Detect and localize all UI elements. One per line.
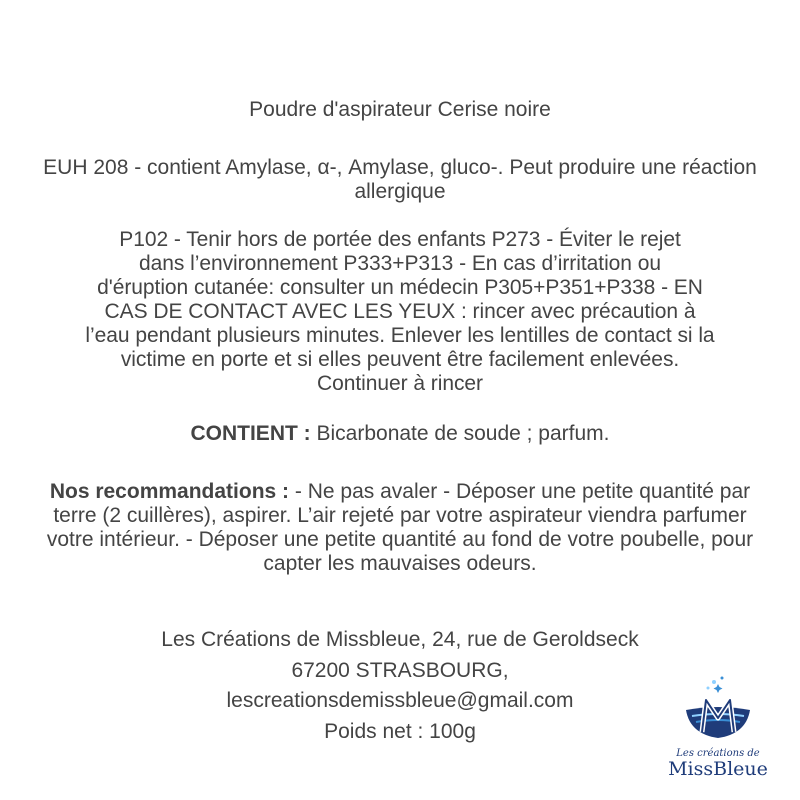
recommendations (30, 480, 770, 576)
precaution-line: dans l’environnement P333+P313 - En cas d’irritation ou (139, 252, 661, 275)
email-address: lescreationsdemissbleue@gmail.com (226, 689, 574, 712)
precaution-line: d'éruption cutanée: consulter un médecin P305+P351+P338 - EN (97, 276, 703, 299)
precaution-line: P102 - Tenir hors de portée des enfants P273 - Éviter le rejet (119, 228, 681, 251)
precaution-line: Continuer à rincer (316, 372, 483, 395)
recommendations-text: - Ne pas avaler - Déposer une petite quantité par terre (2 cuillères), aspirer. L’air rejeté par votre aspirateur viendra parfumer votre intérieur. - Déposer une petite quantité au fond de votre poubelle, pour capter les mauvaises odeurs. (46, 480, 754, 575)
missbleue-logo-icon (656, 672, 780, 780)
ingredients-heading: CONTIENT : (190, 422, 311, 445)
ingredients-text: Bicarbonate de soude ; parfum. (316, 422, 610, 445)
logo-tagline: Les créations de (676, 748, 760, 759)
recommendations-heading: Nos recommandations : (49, 480, 290, 503)
city: 67200 STRASBOURG, (291, 658, 509, 682)
precaution-line: CAS DE CONTACT AVEC LES YEUX : rincer avec précaution à (104, 300, 696, 323)
company-address: Les Créations de Missbleue, 24, rue de Geroldseck (161, 628, 639, 651)
net-weight: Poids net : 100g (324, 719, 476, 743)
contact-block (40, 625, 760, 747)
logo-brand: MissBleue (668, 758, 768, 780)
precaution-line: l’eau pendant plusieurs minutes. Enlever les lentilles de contact si la (85, 324, 715, 347)
precautionary-statements (20, 228, 780, 396)
product-title: Poudre d'aspirateur Cerise noire (249, 98, 551, 121)
precaution-line: victime en porte et si elles peuvent être facilement enlevées. (120, 348, 680, 371)
hazard-statement: EUH 208 - contient Amylase, α-, Amylase, gluco-. Peut produire une réaction allergique (43, 156, 757, 203)
ingredients (40, 422, 760, 446)
